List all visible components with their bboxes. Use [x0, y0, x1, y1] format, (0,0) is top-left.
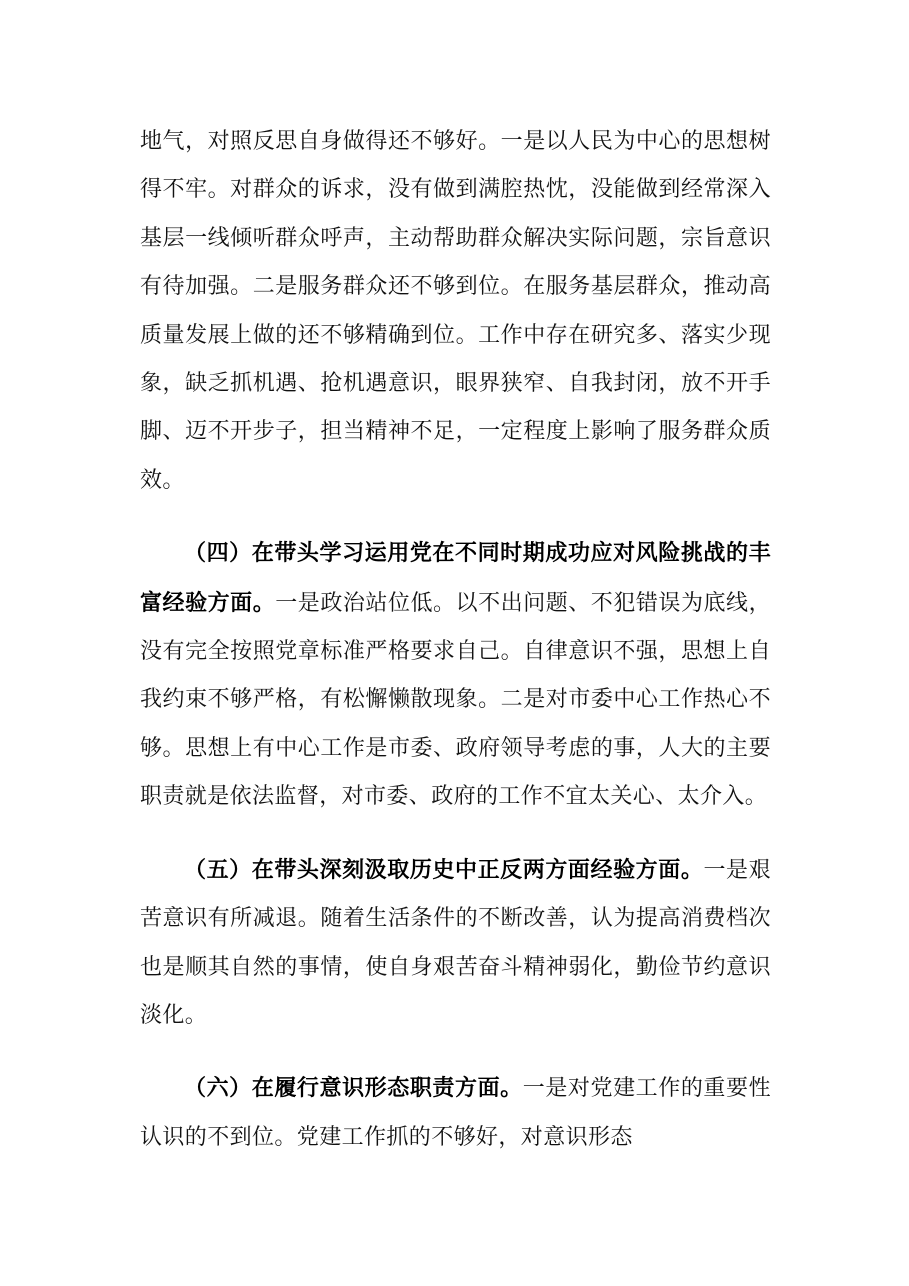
paragraph-body: 地气，对照反思自身做得还不够好。一是以人民为中心的思想树得不牢。对群众的诉求，没有做到满腔热忱，没能做到经常深入基层一线倾听群众呼声，主动帮助群众解决实际问题，宗旨意识有待加强。二是服务群众还不够到位。在服务基层群众，推动高质量发展上做的还不够精确到位。工作中存在研究多、落实少现象，缺乏抓机遇、抢机遇意识，眼界狭窄、自我封闭，放不开手脚、迈不开步子，担当精神不足，一定程度上影响了服务群众质效。 [140, 129, 771, 493]
section-heading: （四）在带头学习运用党在不同时期成功应对风险挑战的丰富经验方面。 [140, 540, 771, 616]
section-heading: （六）在履行意识形态职责方面。 [184, 1075, 523, 1102]
section-heading: （五）在带头深刻汲取历史中正反两方面经验方面。 [184, 856, 704, 883]
paragraph-body: 一是艰苦意识有所减退。随着生活条件的不断改善，认为提高消费档次也是顺其自然的事情，使自身艰苦奋斗精神弱化，勤俭节约意识淡化。 [140, 857, 772, 1028]
paragraph-section-4 [140, 529, 771, 821]
paragraph-section-5 [140, 846, 771, 1041]
paragraph-body: 一是对党建工作的重要性认识的不到位。党建工作抓的不够好，对意识形态 [140, 1076, 771, 1150]
paragraph-section-6 [140, 1064, 771, 1162]
document-page [140, 118, 771, 1162]
paragraph-body: 一是政治站位低。以不出问题、不犯错误为底线，没有完全按照党章标准严格要求自己。自律意识不强，思想上自我约束不够严格，有松懈懒散现象。二是对市委中心工作热心不够。思想上有中心工作是市委、政府领导考虑的事，人大的主要职责就是依法监督，对市委、政府的工作不宜太关心、太介入。 [140, 590, 771, 810]
paragraph-continued [140, 118, 771, 505]
